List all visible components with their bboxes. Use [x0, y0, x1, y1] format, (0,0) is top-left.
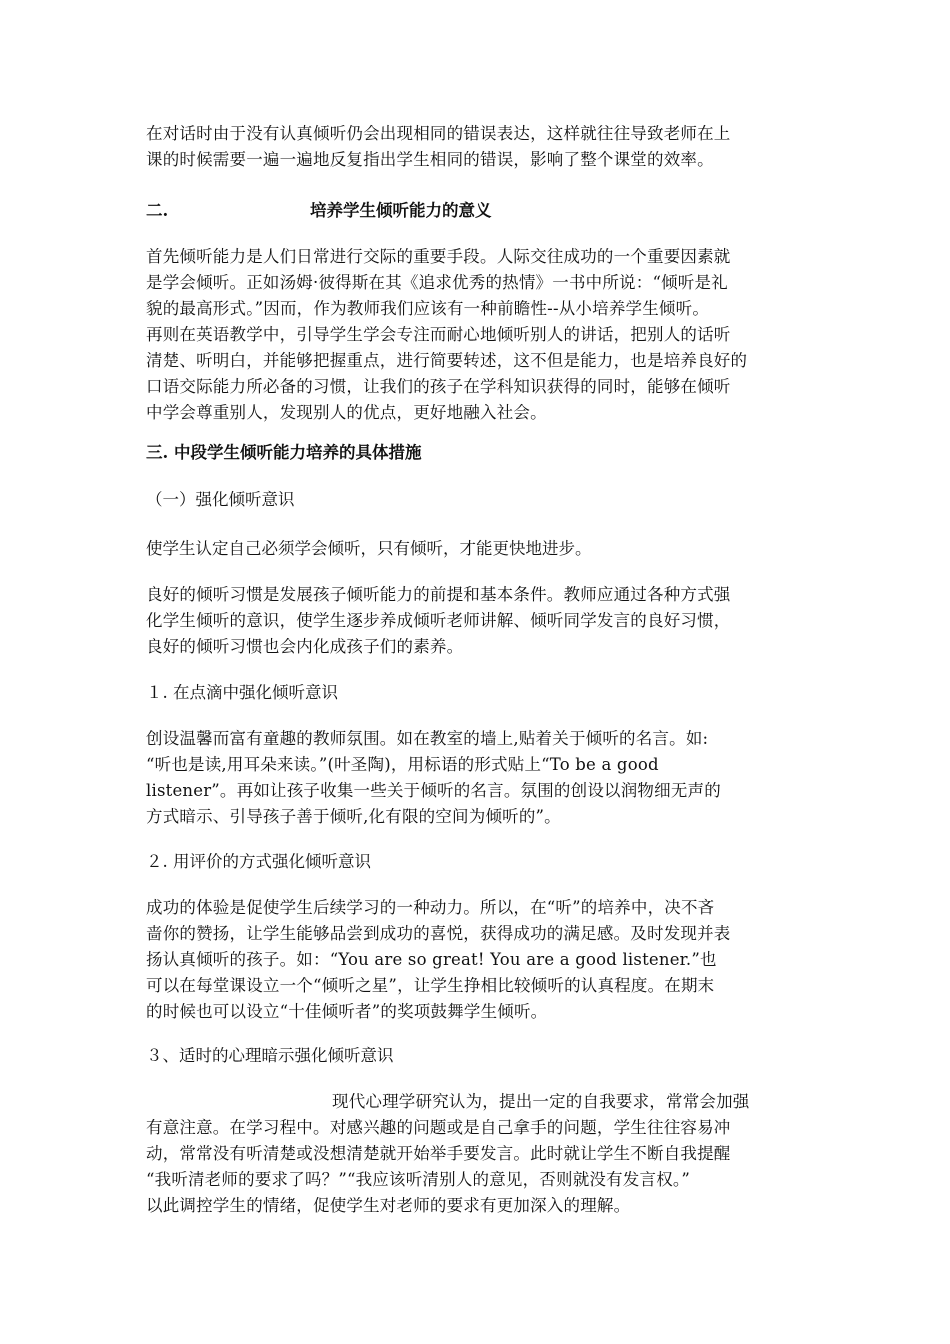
text-line: 在对话时由于没有认真倾听仍会出现相同的错误表达，这样就往往导致老师在上 [146, 124, 731, 143]
item-1-paragraph [146, 726, 816, 830]
text-line: 良好的倾听习惯是发展孩子倾听能力的前提和基本条件。教师应通过各种方式强 [146, 585, 731, 604]
text-line: 的时候也可以设立“十佳倾听者”的奖项鼓舞学生倾听。 [146, 1002, 548, 1021]
text-line: 扬认真倾听的孩子。如：“You are so great! You are a good listener.”也 [146, 950, 717, 969]
text-line: 啬你的赞扬，让学生能够品尝到成功的喜悦，获得成功的满足感。及时发现并表 [146, 924, 731, 943]
text-line: “听也是读,用耳朵来读。”(叶圣陶)，用标语的形式贴上“To be a good [146, 755, 659, 774]
text-line: 口语交际能力所必备的习惯，让我们的孩子在学科知识获得的同时，能够在倾听 [146, 377, 731, 396]
text-line: 中学会尊重别人，发现别人的优点，更好地融入社会。 [146, 403, 547, 422]
text-line: 再则在英语教学中，引导学生学会专注而耐心地倾听别人的讲话，把别人的话听 [146, 325, 731, 344]
text-line: “我听清老师的要求了吗？”“我应该听清别人的意见，否则就没有发言权。” [146, 1170, 690, 1189]
text-line: 清楚、听明白，并能够把握重点，进行简要转述，这不但是能力，也是培养良好的 [146, 351, 748, 370]
section-number: 二. [146, 201, 169, 220]
item-2-paragraph [146, 895, 816, 1025]
text-line: 貌的最高形式。”因而，作为教师我们应该有一种前瞻性--从小培养学生倾听。 [146, 299, 710, 318]
section-title: 三. 中段学生倾听能力培养的具体措施 [146, 443, 422, 462]
text-line: 创设温馨而富有童趣的教师氛围。如在教室的墙上,贴着关于倾听的名言。如: [146, 729, 709, 748]
text-line: 动，常常没有听清楚或没想清楚就开始举手要发言。此时就让学生不断自我提醒 [146, 1144, 731, 1163]
intro-paragraph [146, 121, 816, 173]
text-line: listener”。再如让孩子收集一些关于倾听的名言。氛围的创设以润物细无声的 [146, 781, 721, 800]
subsection-1-title: （一）强化倾听意识 [146, 490, 295, 509]
text-line: 是学会倾听。正如汤姆·彼得斯在其《追求优秀的热情》一书中所说：“倾听是礼 [146, 273, 728, 292]
text-line: 方式暗示、引导孩子善于倾听,化有限的空间为倾听的”。 [146, 807, 561, 826]
item-2-title: ２. 用评价的方式强化倾听意识 [146, 852, 371, 871]
text-line: 课的时候需要一遍一遍地反复指出学生相同的错误，影响了整个课堂的效率。 [146, 150, 714, 169]
item-3-paragraph [146, 1089, 816, 1219]
text-line: 以此调控学生的情绪，促使学生对老师的要求有更加深入的理解。 [146, 1196, 631, 1215]
section-title: 培养学生倾听能力的意义 [310, 201, 492, 220]
subsection-1-statement: 使学生认定自己必须学会倾听，只有倾听，才能更快地进步。 [146, 539, 592, 558]
item-3-title: ３、适时的心理暗示强化倾听意识 [146, 1046, 394, 1065]
section-3-heading [146, 440, 816, 466]
text-line: 良好的倾听习惯也会内化成孩子们的素养。 [146, 637, 464, 656]
item-1-title: １. 在点滴中强化倾听意识 [146, 683, 338, 702]
text-line: 成功的体验是促使学生后续学习的一种动力。所以，在“听”的培养中，决不吝 [146, 898, 715, 917]
section-2-paragraph [146, 244, 816, 426]
section-2-heading [146, 198, 816, 224]
text-line: 可以在每堂课设立一个“倾听之星”，让学生挣相比较倾听的认真程度。在期末 [146, 976, 715, 995]
text-line: 化学生倾听的意识，使学生逐步养成倾听老师讲解、倾听同学发言的良好习惯， [146, 611, 731, 630]
text-line: 有意注意。在学习程中。对感兴趣的问题或是自己拿手的问题，学生往往容易冲 [146, 1118, 731, 1137]
text-line: 首先倾听能力是人们日常进行交际的重要手段。人际交往成功的一个重要因素就 [146, 247, 731, 266]
habit-paragraph [146, 582, 816, 660]
text-line: 现代心理学研究认为，提出一定的自我要求，常常会加强 [332, 1092, 750, 1111]
